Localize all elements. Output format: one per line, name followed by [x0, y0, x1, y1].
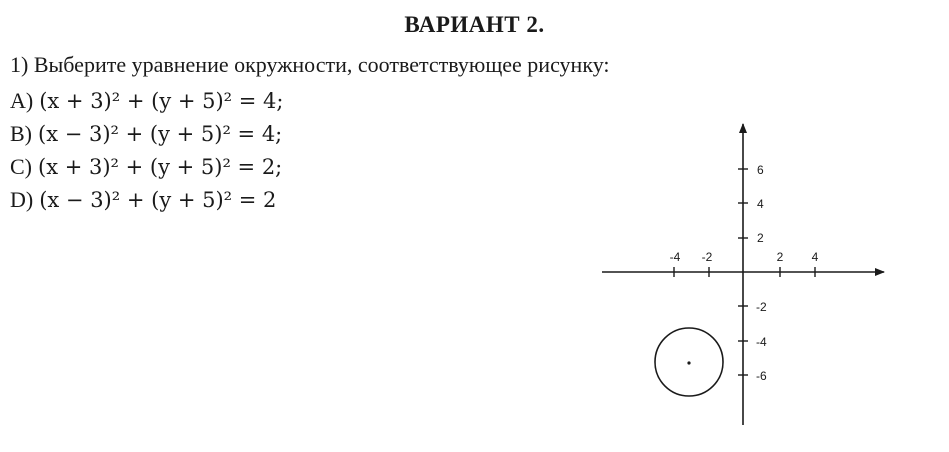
- option-letter: B): [10, 121, 32, 146]
- option-equation: (x + 3)² + (y + 5)² = 2;: [38, 155, 283, 179]
- y-tick-label: 2: [757, 231, 764, 245]
- x-tick-label: 4: [811, 250, 819, 264]
- page-title: ВАРИАНТ 2.: [404, 12, 545, 37]
- y-tick-label: 6: [757, 163, 764, 177]
- x-tick-label: -4: [669, 250, 681, 264]
- option-equation: (x + 3)² + (y + 5)² = 4;: [39, 89, 284, 113]
- option-letter: D): [10, 187, 34, 212]
- option-equation: (x − 3)² + (y + 5)² = 2: [39, 188, 277, 212]
- x-tick-label: 2: [776, 250, 784, 264]
- option-letter: A): [10, 88, 34, 113]
- y-tick-label: -6: [756, 369, 767, 383]
- y-tick-label: 4: [757, 197, 764, 211]
- y-tick-label: -2: [756, 300, 767, 314]
- circle-center-dot: [687, 361, 690, 364]
- option-letter: C): [10, 154, 32, 179]
- option-equation: (x − 3)² + (y + 5)² = 4;: [38, 122, 283, 146]
- question-text: 1) Выберите уравнение окружности, соответствующее рисунку:: [10, 52, 610, 77]
- y-tick-label: -4: [756, 335, 767, 349]
- x-tick-label: -2: [701, 250, 713, 264]
